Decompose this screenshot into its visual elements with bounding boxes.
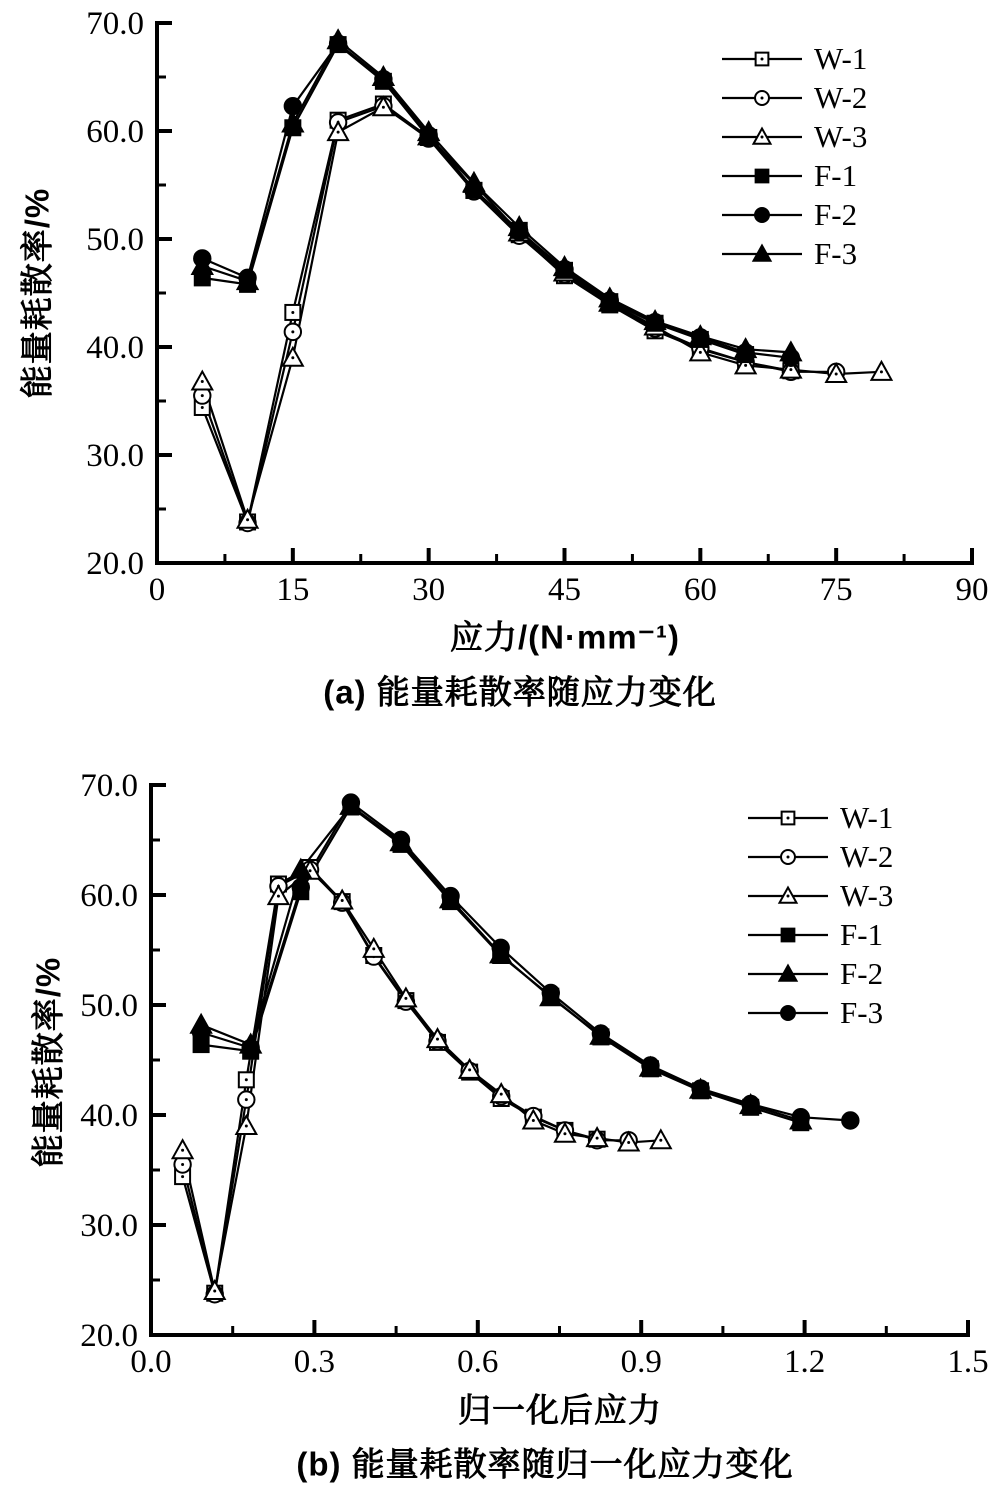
legend-label: F-1 (814, 158, 858, 193)
W-3-triangle-marker (871, 362, 891, 380)
chart-b-y-ticks (80, 768, 166, 1354)
W-3-open-triangle-legend-key-icon (748, 881, 828, 911)
F-3-circle-marker (593, 1025, 609, 1041)
F-3-circle-marker (242, 1040, 258, 1056)
W-1-legend-marker (782, 811, 795, 824)
chart-b-legend-entry-W-3 (748, 876, 893, 915)
legend-label: F-1 (840, 917, 884, 952)
legend-label: F-3 (814, 236, 858, 271)
F-2-filled-triangle-legend-key-icon (748, 959, 828, 989)
chart-b-y-tick-label-4: 60.0 (80, 878, 138, 914)
W-1-square-marker (285, 305, 300, 320)
chart-a-y-tick-label-3: 50.0 (86, 222, 144, 258)
chart-a-x-tick-label-3: 45 (548, 572, 581, 608)
chart-b-y-tick-label-1: 30.0 (80, 1208, 138, 1244)
chart-b-y-tick-label-3: 50.0 (80, 988, 138, 1024)
W-2-open-circle-legend-key-icon (748, 842, 828, 872)
F-3-circle-marker (742, 1096, 758, 1112)
legend-label: W-1 (814, 41, 868, 76)
F-3-circle-marker (642, 1057, 658, 1073)
chart-b-x-ticks (130, 1320, 988, 1380)
F-2-filled-circle-legend-key-icon (722, 200, 802, 230)
W-2-legend-marker (781, 850, 795, 864)
chart-b-y-tick-label-2: 40.0 (80, 1098, 138, 1134)
F-3-filled-circle-legend-key-icon (748, 998, 828, 1028)
chart-b-series-markers-F-1 (194, 800, 809, 1131)
F-3-filled-triangle-legend-key-icon (722, 239, 802, 269)
chart-b-x-tick-label-3: 0.9 (620, 1344, 662, 1380)
chart-a-y-tick-label-4: 60.0 (86, 114, 144, 150)
F-1-legend-marker (782, 928, 795, 941)
chart-b-legend (748, 798, 893, 1032)
chart-a-legend-entry-F-2 (722, 195, 867, 234)
chart-a-x-tick-label-1: 15 (276, 572, 310, 608)
chart-b-x-tick-label-2: 0.6 (457, 1344, 499, 1380)
F-3-legend-marker (781, 1006, 795, 1020)
chart-a-y-tick-label-2: 40.0 (86, 330, 144, 366)
chart-a-x-tick-label-2: 30 (412, 572, 446, 608)
chart-b-series-markers-F-2 (191, 796, 811, 1129)
W-1-open-square-legend-key-icon (722, 44, 802, 74)
chart-a-y-tick-label-5: 70.0 (86, 6, 144, 42)
W-3-triangle-marker (192, 372, 212, 390)
chart-a-caption: (a) 能量耗散率随应力变化 (323, 673, 717, 711)
chart-b-legend-entry-F-1 (748, 915, 893, 954)
F-3-circle-marker (343, 794, 359, 810)
chart-a-x-tick-label-0: 0 (148, 572, 166, 608)
chart-a-legend-entry-W-1 (722, 39, 867, 78)
chart-b-legend-entry-F-3 (748, 993, 893, 1032)
chart-a-y-axis-title: 能量耗散率/% (18, 187, 56, 399)
chart-a-x-ticks (149, 548, 989, 608)
F-1-filled-square-legend-key-icon (748, 920, 828, 950)
F-3-circle-marker (193, 1024, 209, 1040)
legend-label: W-2 (840, 839, 894, 874)
W-3-triangle-marker (651, 1130, 671, 1148)
chart-b-x-axis-title: 归一化后应力 (458, 1391, 662, 1429)
chart-b-caption: (b) 能量耗散率随归一化应力变化 (296, 1445, 794, 1483)
W-2-open-circle-legend-key-icon (722, 83, 802, 113)
chart-a-x-tick-label-6: 90 (955, 572, 989, 608)
chart-a-legend (722, 39, 867, 273)
chart-b-x-tick-label-0: 0.0 (130, 1344, 172, 1380)
chart-a-series-markers-F-3 (192, 30, 801, 360)
W-2-circle-marker (238, 1091, 254, 1107)
W-1-square-marker (239, 1072, 254, 1087)
chart-b-series-line-F-1 (201, 807, 801, 1123)
legend-label: F-2 (814, 197, 858, 232)
W-1-legend-marker (756, 52, 769, 65)
legend-label: F-2 (840, 956, 884, 991)
chart-b-x-tick-label-1: 0.3 (293, 1344, 336, 1380)
F-3-circle-marker (793, 1109, 809, 1125)
F-3-circle-marker (692, 1080, 708, 1096)
chart-b-y-tick-label-0: 20.0 (80, 1318, 138, 1354)
F-2-legend-marker (755, 208, 769, 222)
F-3-circle-marker (492, 940, 508, 956)
chart-b-x-tick-label-5: 1.5 (947, 1344, 989, 1380)
legend-label: W-3 (814, 119, 868, 154)
chart-b-series-markers-W-1 (175, 860, 604, 1301)
chart-a-y-tick-label-1: 30.0 (86, 438, 144, 474)
W-1-open-square-legend-key-icon (748, 803, 828, 833)
chart-b-x-tick-label-4: 1.2 (783, 1344, 826, 1380)
chart-b-legend-entry-W-1 (748, 798, 893, 837)
W-2-legend-marker (755, 91, 769, 105)
chart-a-legend-entry-W-2 (722, 78, 867, 117)
legend-label: F-3 (840, 995, 884, 1030)
chart-a-y-tick-label-0: 20.0 (86, 546, 144, 582)
F-3-circle-marker (842, 1112, 858, 1128)
F-3-circle-marker (442, 888, 458, 904)
F-3-circle-marker (543, 985, 559, 1001)
chart-a-legend-entry-W-3 (722, 117, 867, 156)
F-1-legend-marker (756, 169, 769, 182)
F-3-circle-marker (393, 832, 409, 848)
chart-a-legend-entry-F-1 (722, 156, 867, 195)
chart-a-y-ticks (86, 6, 172, 582)
chart-b-legend-entry-W-2 (748, 837, 893, 876)
legend-label: W-2 (814, 80, 868, 115)
chart-b-y-tick-label-5: 70.0 (80, 768, 138, 804)
W-3-open-triangle-legend-key-icon (722, 122, 802, 152)
chart-b-legend-entry-F-2 (748, 954, 893, 993)
chart-b-y-axis-title: 能量耗散率/% (29, 956, 67, 1168)
F-3-circle-marker (293, 879, 309, 895)
W-3-triangle-marker (173, 1140, 193, 1158)
chart-a-x-tick-label-5: 75 (819, 572, 853, 608)
legend-label: W-3 (840, 878, 894, 913)
chart-a-legend-entry-F-3 (722, 234, 867, 273)
F-1-filled-square-legend-key-icon (722, 161, 802, 191)
chart-a-x-axis-title: 应力/(N·mm⁻¹) (449, 618, 681, 656)
legend-label: W-1 (840, 800, 894, 835)
W-2-circle-marker (285, 324, 301, 340)
chart-a-series-markers-W-1 (195, 97, 799, 530)
chart-a-x-tick-label-4: 60 (683, 572, 717, 608)
